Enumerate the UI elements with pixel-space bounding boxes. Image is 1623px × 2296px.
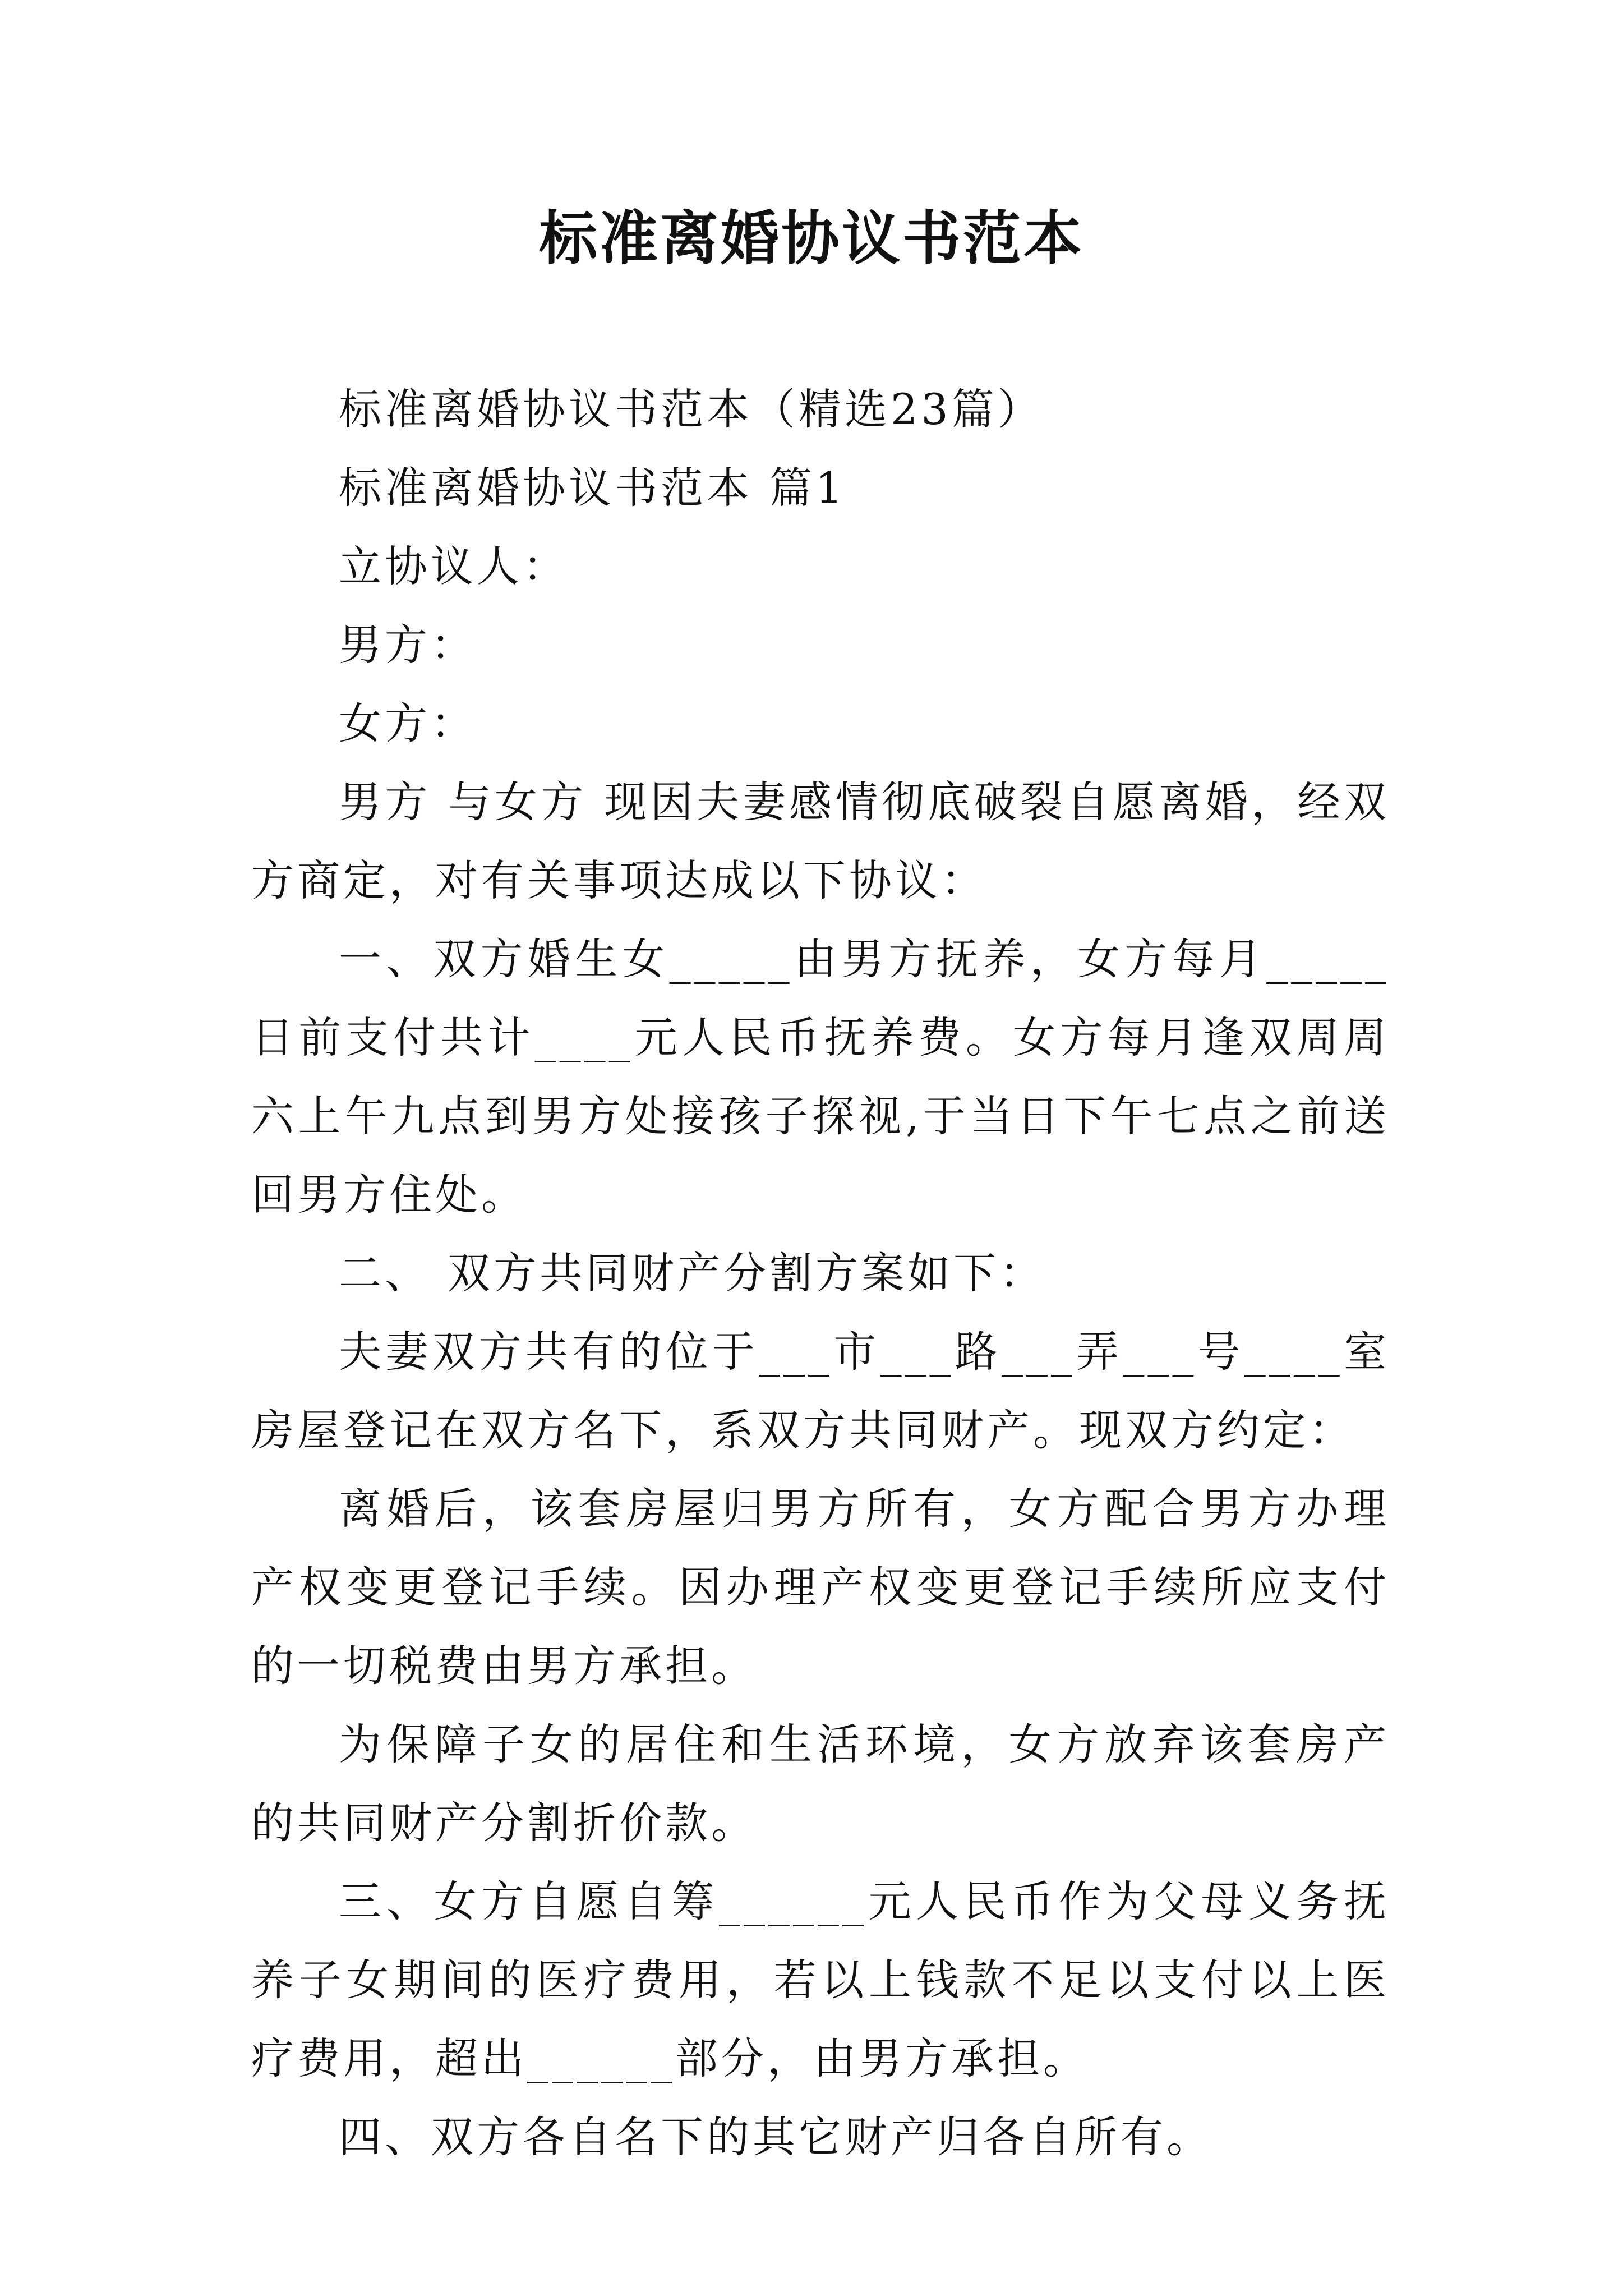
- paragraph-clause-3: 三、女方自愿自筹______元人民币作为父母义务抚养子女期间的医疗费用，若以上钱款不足以支付以上医疗费用，超出______部分，由男方承担。: [251, 1876, 1390, 2083]
- paragraph-section-heading: 标准离婚协议书范本 篇1: [339, 463, 846, 513]
- paragraph-property: 夫妻双方共有的位于___市___路___弄___号____室房屋登记在双方名下，系双方共同财产。现双方约定：: [251, 1327, 1390, 1455]
- paragraph-subtitle: 标准离婚协议书范本（精选23篇）: [339, 384, 1044, 434]
- paragraph-property-waiver: 为保障子女的居住和生活环境，女方放弃该套房产的共同财产分割折价款。: [251, 1719, 1390, 1848]
- paragraph-clause-2: 二、 双方共同财产分割方案如下：: [339, 1248, 1046, 1298]
- paragraph-property-ownership: 离婚后，该套房屋归男方所有，女方配合男方办理产权变更登记手续。因办理产权变更登记手续所应支付的一切税费由男方承担。: [251, 1484, 1390, 1691]
- paragraph-female-party: 女方：: [339, 698, 477, 748]
- paragraph-male-party: 男方：: [339, 620, 477, 670]
- paragraph-intro: 男方 与女方 现因夫妻感情彻底破裂自愿离婚，经双方商定，对有关事项达成以下协议：: [251, 777, 1390, 905]
- paragraph-parties-label: 立协议人：: [339, 541, 569, 591]
- document-title: 标准离婚协议书范本: [538, 204, 1084, 273]
- paragraph-clause-4: 四、双方各自名下的其它财产归各自所有。: [339, 2112, 1212, 2162]
- paragraph-clause-1: 一、双方婚生女_____由男方抚养，女方每月_____日前支付共计____元人民币抚养费。女方每月逢双周周六上午九点到男方处接孩子探视,于当日下午七点之前送回男方住处。: [251, 934, 1390, 1220]
- document-body: [251, 370, 1390, 2177]
